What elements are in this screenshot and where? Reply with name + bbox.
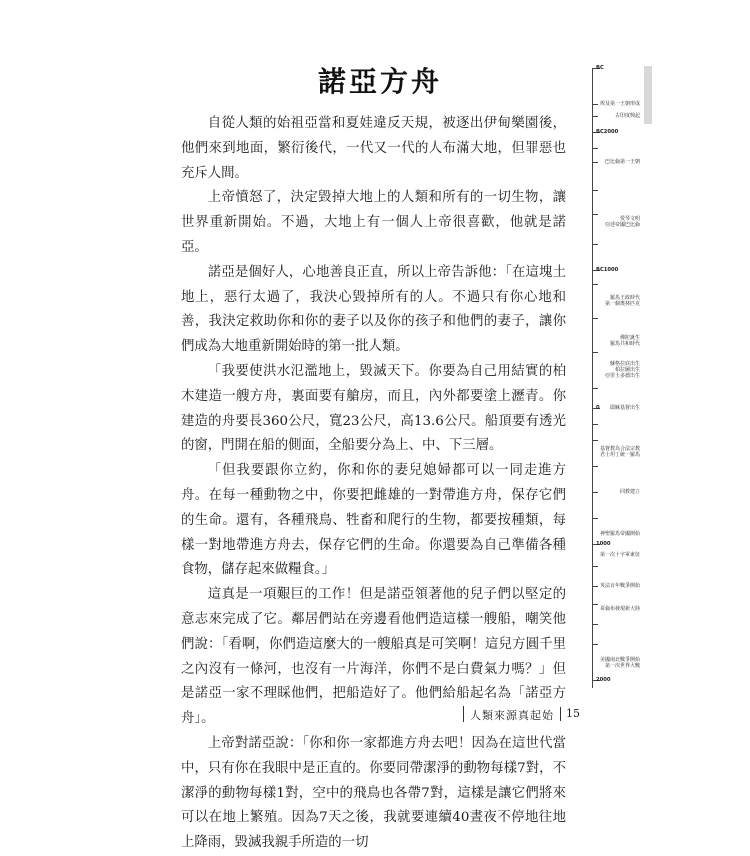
timeline-label-bc1000: BC1000: [596, 267, 619, 273]
timeline-label: 羅馬王政時代 第一個奧林匹克: [604, 295, 640, 307]
timeline-label: 巴比倫第一王朝: [604, 159, 640, 165]
timeline-tick: [592, 284, 598, 285]
timeline-tick: [592, 190, 598, 191]
timeline-label: 基督教為合法宗教 君士坦丁統一羅馬: [599, 446, 640, 458]
paragraph: 諾亞是個好人，心地善良正直，所以上帝告訴他：「在這塊土地上，惡行太過了，我決心毀掉所有的人。不過只有你心地和善，我決定救助你和你的妻子以及你的孩子和他們的妻子，讓你們成為大地重新開始時的第一批人類。: [181, 264, 566, 355]
timeline-tick: [592, 244, 598, 245]
timeline-label: 愛琴文明 亞述帝國巴比倫: [604, 216, 640, 228]
running-footer-title: 人類來源真起始: [470, 709, 554, 722]
timeline-tick: [592, 148, 598, 149]
timeline-label-1000: 1000: [596, 541, 611, 547]
timeline-tick: [592, 566, 598, 567]
timeline-label: 神聖羅馬帝國開始: [599, 531, 640, 537]
timeline-label: 哥倫布發現新大陸: [599, 606, 640, 612]
timeline-tick: [592, 604, 598, 605]
timeline-label: 美國南北戰爭開始 第一次世界大戰: [599, 657, 640, 669]
timeline-label: 英法百年戰爭開始: [599, 583, 640, 589]
timeline-tick: [592, 352, 598, 353]
timeline-label-bc2000: BC2000: [596, 129, 619, 135]
timeline-tick: [592, 214, 598, 215]
page-number: 15: [566, 707, 580, 720]
page-title: 諾亞方舟: [317, 65, 442, 98]
timeline-tick: [592, 644, 598, 645]
timeline-tick: [592, 440, 598, 441]
timeline-label-0: 0: [596, 405, 600, 411]
timeline-label-bc: BC: [596, 65, 604, 71]
timeline-label: 第一次十字軍東征: [599, 552, 640, 558]
paragraph: 「我要使洪水氾濫地上，毀滅天下。你要為自己用結實的柏木建造一艘方舟，裏面要有艙房，而且，內外都要塗上瀝青。你建造的舟要長360公尺，寬23公尺，高13.6公尺。船頂要有透光的窗，門開在船的側面，全船要分為上、中、下三層。: [181, 363, 566, 454]
timeline-label: 佛陀誕生 羅馬共和時代: [609, 335, 640, 347]
timeline-label: 古印度興起: [614, 113, 640, 119]
paragraph: 上帝對諾亞說：「你和你一家都進方舟去吧！因為在這世代當中，只有你在我眼中是正直的。你要同帶潔淨的動物每樣7對，不潔淨的動物每樣1對，空中的飛鳥也各帶7對，這樣是讓它們將來可以在地上繁殖。因為7天之後，我就要連續40晝夜不停地往地上降雨，毀滅我親手所造的一切: [181, 735, 566, 851]
paragraph: 自從人類的始祖亞當和夏娃違反天規，被逐出伊甸樂園後，他們來到地面，繁衍後代，一代又一代的人布滿大地，但罪惡也充斥人間。: [181, 116, 566, 181]
timeline-label: 蘇格拉底出生 柏拉圖出生 亞里士多德出生: [604, 361, 640, 379]
timeline-tick: [592, 518, 598, 519]
paragraph: 上帝憤怒了，決定毀掉大地上的人類和所有的一切生物，讓世界重新開始。不過，大地上有一個人上帝很喜歡，他就是諾亞。: [181, 190, 566, 255]
footer-separator: [560, 707, 561, 721]
timeline-label-2000: 2000: [596, 677, 611, 683]
edge-thumb-tab: [644, 66, 652, 124]
timeline-label: 回教建立: [619, 489, 640, 495]
timeline-tick: [592, 466, 598, 467]
footer-rule: [463, 706, 464, 722]
body-text: [181, 112, 566, 856]
timeline-label: 埃及第一王朝形成: [599, 101, 640, 107]
timeline-label: 耶穌基督出生: [609, 405, 640, 411]
timeline-tick: [592, 318, 598, 319]
paragraph: 「但我要跟你立約，你和你的妻兒媳婦都可以一同走進方舟。在每一種動物之中，你要把雌雄的一對帶進方舟，保存它們的生命。還有，各種飛鳥、牲畜和爬行的生物，都要按種類，每樣一對地帶進方舟去，保存它們的生命。你還要為自己準備各種食物，儲存起來做糧食。」: [181, 463, 566, 578]
timeline-tick: [592, 388, 598, 389]
timeline-tick: [592, 424, 598, 425]
timeline-tick: [592, 624, 598, 625]
paragraph: 這真是一項艱巨的工作！但是諾亞領著他的兒子們以堅定的意志來完成了它。鄰居們站在旁邊看他們造這樣一艘船，嘲笑他們說：「看啊，你們造這麼大的一艘船真是可笑啊！這兒方圓千里之內沒有一條河，也沒有一片海洋，你們不是白費氣力嗎？」但是諾亞一家不理睬他們，把船造好了。他們給船起名為「諾亞方舟」。: [181, 587, 566, 727]
